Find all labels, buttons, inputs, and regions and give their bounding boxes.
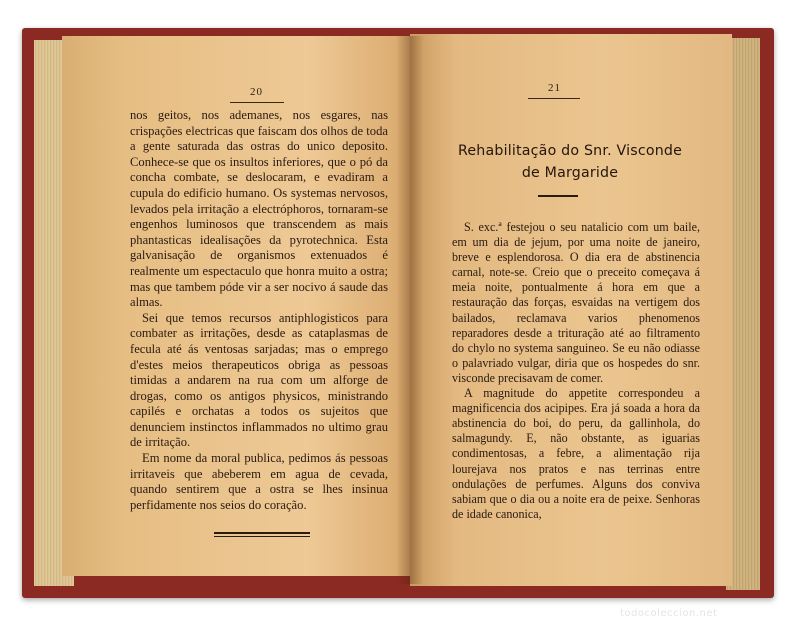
watermark: todocoleccion.net [620, 608, 718, 619]
paragraph: S. exc.ª festejou o seu natalicio com um baile, em um dia de jejum, por uma noite de janeiro, breve e esplendorosa. O dia era de abstinencia carnal, note-se. Creio que o preceito começava á meia noite, pontualmente á hora em que a restauração das forças, esvaidas na vertigem dos bailados, reclamava varios phenomenos reparadores desde a trituração até ao filtramento do chylo no systema sanguineo. Se eu não odiasse o palavriado vulgar, diria que os hospedes do snr. visconde precisavam de comer. [452, 220, 700, 385]
paragraph: Em nome da moral publica, pedimos ás pessoas irritaveis que abeberem em agua de cevada, quando sentirem que a ostra se lhes insinua perfidamente nos seios do coração. [130, 451, 388, 512]
page-number-right: 21 [548, 82, 561, 94]
header-rule-left [230, 102, 284, 103]
paragraph: nos geitos, nos ademanes, nos esgares, nas crispações electricas que faiscam dos olhos de toda a gente saturada das ostras do unico deposito. Conhece-se que os insultos inferiores, que o pó da concha combate, se deslocaram, e evadiram a cupula do edificio humano. Os systemas nervosos, levados pela irritação a electróphoros, tornaram-se engenhos luminosos que transcendem as mais phantasticas idealisações da pyrotechnica. Esta galvanisação de organismos extenuados é realmente um espectaculo que honra muito a ostra; mas que tambem póde vir a ser nocivo á saude das almas. [130, 108, 388, 310]
page-number-left: 20 [250, 86, 263, 98]
end-rule [214, 532, 310, 534]
paragraph: Sei que temos recursos antiphlogisticos para combater as irritações, desde as cataplasmas de fecula até ás ventosas sarjadas; mas o emprego d'estes meios therapeuticos obriga as pessoas timidas a andarem na rua com um alforge de drogas, como os antigos physicos, ministrando capilés e orchatas a todos os sujeitos que denunciem instinctos inflammados no ultimo grau de irritação. [130, 310, 388, 450]
right-page-body [452, 220, 700, 522]
paragraph: A magnitude do appetite correspondeu a magnificencia dos acipipes. Era já soada a hora da abstinencia do boi, do peru, da gallinhola, do salmagundy. E, não obstante, as iguarias condimentosas, a febre, a alimentação rija lourejava nos pratos e nas terrinas entre ondulações de perfumes. Alguns dos conviva sabiam que o dia ou a noite era de peixe. Senhoras de idade canonica, [452, 386, 700, 521]
end-rule-thin [214, 536, 310, 537]
right-page [410, 34, 732, 586]
book-gutter [396, 36, 424, 584]
header-rule-right [528, 98, 580, 99]
chapter-title [446, 140, 694, 184]
title-rule [538, 195, 578, 197]
chapter-title-line2: de Margaride [521, 165, 619, 181]
left-page-body [130, 108, 388, 513]
chapter-title-line1: Rehabilitação do Snr. Visconde [457, 143, 683, 159]
left-page [62, 36, 414, 576]
